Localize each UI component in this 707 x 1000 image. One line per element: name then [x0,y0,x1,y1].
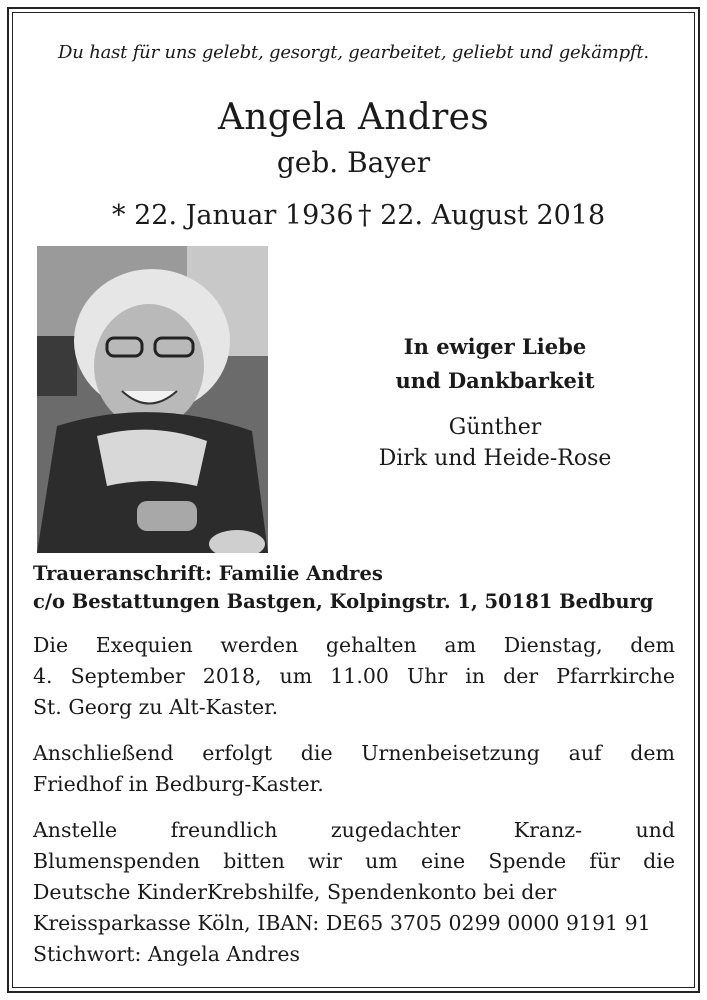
paragraph-line: Anschließend erfolgt die Urnenbeisetzung auf dem [33,741,675,765]
paragraph-line: Anstelle freundlich zugedachter Kranz- und [33,818,675,842]
maiden-name: geb. Bayer [276,146,431,179]
exequies-paragraph [33,630,675,723]
death-date: † 22. August 2018 [358,200,606,231]
mourner-line: Dirk und Heide-Rose [378,446,612,471]
paragraph-line: Deutsche KinderKrebshilfe, Spendenkonto bei der [33,880,557,904]
paragraph-line: St. Georg zu Alt-Kaster. [33,695,279,719]
paragraph-line: 4. September 2018, um 11.00 Uhr in der Pfarrkirche [33,664,675,688]
address-line: Traueranschrift: Familie Andres [33,562,383,585]
birth-date: * 22. Januar 1936 [112,200,354,231]
motto: Du hast für uns gelebt, gesorgt, gearbeitet, geliebt und gekämpft. [58,42,649,63]
dedication-line: und Dankbarkeit [395,368,595,393]
paragraph-line: Die Exequien werden gehalten am Dienstag, dem [33,633,675,657]
paragraph-line: Stichwort: Angela Andres [33,942,301,966]
mourners [300,412,690,474]
dedication [300,330,690,398]
paragraph-line: Blumenspenden bitten wir um eine Spende für die [33,849,675,873]
life-dates [0,200,707,240]
dedication-line: In ewiger Liebe [403,334,587,359]
deceased-name: Angela Andres [217,97,490,138]
mourning-address [33,560,683,616]
burial-paragraph [33,738,675,800]
paragraph-line: Friedhof in Bedburg-Kaster. [33,772,324,796]
paragraph-line: Kreissparkasse Köln, IBAN: DE65 3705 0299 0000 9191 91 [33,911,651,935]
mourner-line: Günther [448,415,542,440]
portrait-photo [37,246,268,553]
portrait-image [37,246,268,553]
address-line: c/o Bestattungen Bastgen, Kolpingstr. 1, 50181 Bedburg [33,590,654,613]
donation-paragraph [33,815,675,970]
